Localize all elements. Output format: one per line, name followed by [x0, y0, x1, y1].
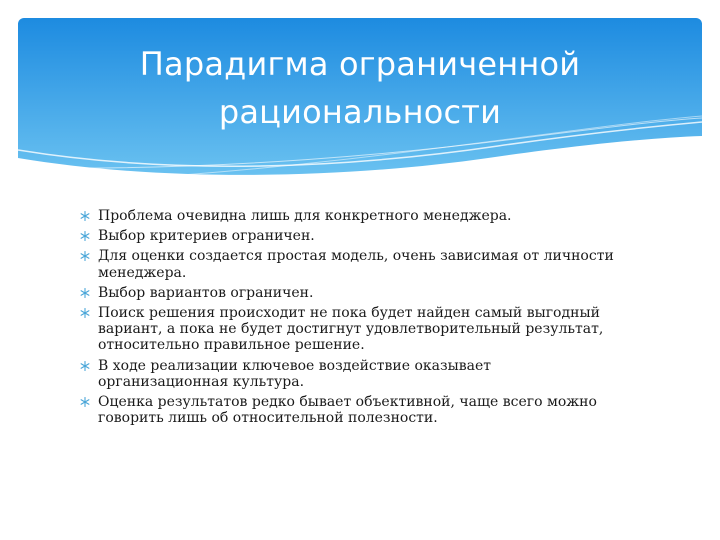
list-item	[80, 285, 620, 301]
title-line-1: Парадигма ограниченной	[139, 45, 581, 83]
list-item	[80, 208, 620, 224]
list-item	[80, 394, 620, 426]
title-line-2: рациональности	[218, 93, 502, 131]
slide-title	[18, 40, 702, 136]
bullet-text: Выбор критериев ограничен.	[98, 228, 315, 245]
bullet-text: Поиск решения происходит не пока будет найден самый выгодный вариант, а пока не будет достигнут удовлетворительный результат, относительно правильное решение.	[98, 305, 604, 354]
list-item	[80, 248, 620, 280]
bullet-text: Проблема очевидна лишь для конкретного менеджера.	[98, 208, 512, 224]
snowflake-icon	[80, 231, 90, 241]
snowflake-icon	[80, 308, 90, 318]
bullet-text: Оценка результатов редко бывает объективной, чаще всего можно говорить лишь об относительной полезности.	[98, 394, 597, 427]
bullet-list-area	[80, 208, 620, 430]
bullet-list	[80, 208, 620, 426]
bullet-text: Для оценки создается простая модель, очень зависимая от личности менеджера.	[98, 248, 614, 281]
title-banner	[18, 18, 702, 180]
snowflake-icon	[80, 251, 90, 261]
list-item	[80, 228, 620, 244]
snowflake-icon	[80, 288, 90, 298]
list-item	[80, 358, 620, 390]
snowflake-icon	[80, 211, 90, 221]
snowflake-icon	[80, 397, 90, 407]
bullet-text: В ходе реализации ключевое воздействие оказывает организационная культура.	[98, 357, 492, 390]
bullet-text: Выбор вариантов ограничен.	[98, 284, 314, 301]
list-item	[80, 305, 620, 354]
snowflake-icon	[80, 361, 90, 371]
